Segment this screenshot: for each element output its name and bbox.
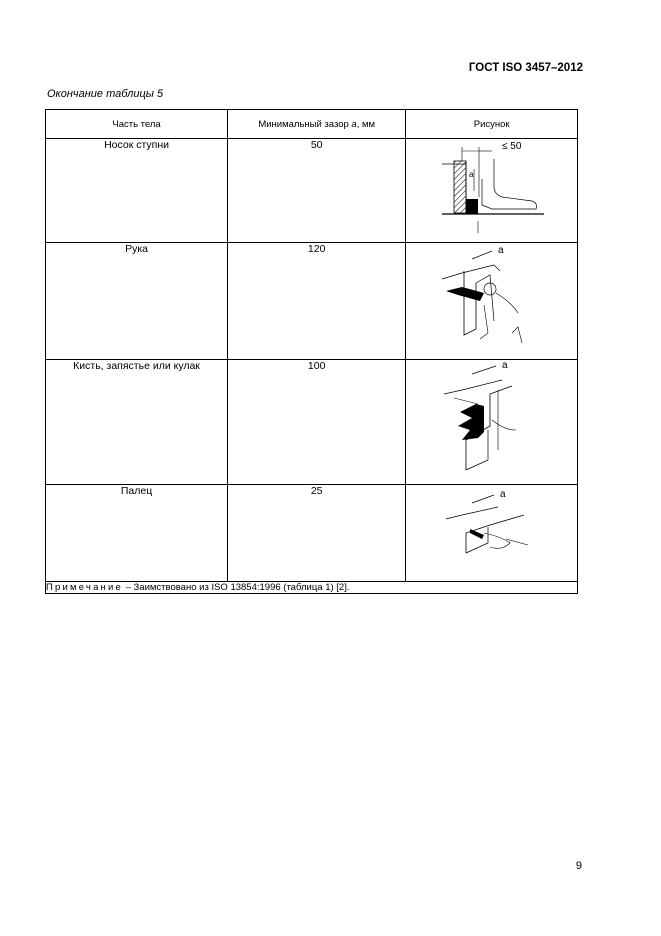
figure-label: ≤ 50: [501, 141, 522, 152]
table-row: [46, 243, 578, 360]
foot-toe-gap-figure: [432, 139, 552, 239]
figure-label: a: [499, 489, 506, 500]
figure-cell: [406, 243, 578, 360]
svg-text:a: a: [468, 170, 474, 179]
table-caption: Окончание таблицы 5: [47, 88, 164, 100]
column-header-body-part: Часть тела: [46, 110, 228, 139]
table-note-row: [46, 582, 578, 594]
note-label: Примечание: [46, 582, 123, 593]
arm-gap-figure: [432, 243, 552, 355]
table-header-row: [46, 110, 578, 139]
figure-label: a: [497, 245, 504, 256]
gap-cell: 25: [228, 485, 406, 582]
body-part-cell: Кисть, запястье или кулак: [46, 360, 228, 485]
table-row: [46, 485, 578, 582]
figure-cell: [406, 360, 578, 485]
note-text: – Заимствовано из ISO 13854:1996 (таблица 1) [2].: [123, 582, 350, 593]
gap-cell: 50: [228, 139, 406, 243]
gap-cell: 120: [228, 243, 406, 360]
figure-cell: [406, 485, 578, 582]
table-row: [46, 139, 578, 243]
figure-label: a: [501, 360, 508, 371]
table-row: [46, 360, 578, 485]
body-part-cell: Носок ступни: [46, 139, 228, 243]
body-part-cell: Рука: [46, 243, 228, 360]
figure-cell: [406, 139, 578, 243]
gap-table: [45, 109, 578, 594]
table-note: [46, 582, 578, 594]
finger-gap-figure: [432, 485, 552, 577]
gap-cell: 100: [228, 360, 406, 485]
column-header-figure: Рисунок: [406, 110, 578, 139]
hand-gap-figure: [432, 360, 552, 480]
page-number: 9: [575, 860, 582, 872]
column-header-min-gap: Минимальный зазор a, мм: [228, 110, 406, 139]
body-part-cell: Палец: [46, 485, 228, 582]
standard-header: ГОСТ ISO 3457–2012: [468, 62, 583, 74]
